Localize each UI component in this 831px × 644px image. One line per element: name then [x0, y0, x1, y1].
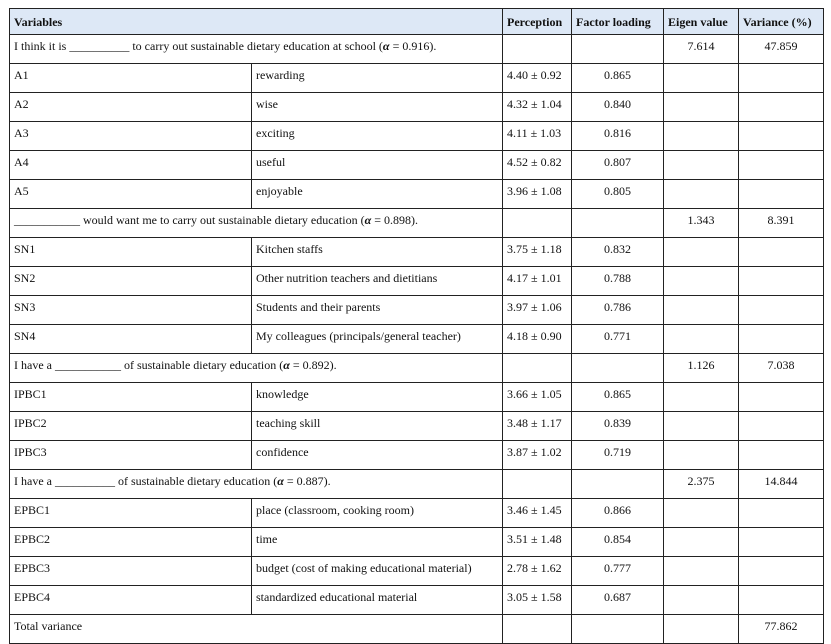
- header-factor-loading: Factor loading: [572, 9, 664, 35]
- factor-loading-value: 0.777: [572, 557, 664, 586]
- table-row: [10, 412, 824, 441]
- header-eigen-value: Eigen value: [664, 9, 739, 35]
- item-label: standardized educational material: [252, 586, 503, 615]
- group-statement: [10, 470, 503, 499]
- item-label: Other nutrition teachers and dietitians: [252, 267, 503, 296]
- item-code: SN3: [10, 296, 252, 325]
- variance-cell: [739, 441, 824, 470]
- perception-value: 4.11 ± 1.03: [503, 122, 572, 151]
- item-code: SN2: [10, 267, 252, 296]
- group-statement: [10, 209, 503, 238]
- perception-cell: [503, 470, 572, 499]
- eigen-value-cell: [664, 441, 739, 470]
- variance-cell: [739, 238, 824, 267]
- table-row: [10, 180, 824, 209]
- alpha-symbol: α: [283, 358, 290, 372]
- perception-value: 4.52 ± 0.82: [503, 151, 572, 180]
- statement-text: I think it is __________ to carry out sustainable dietary education at school (: [14, 39, 383, 53]
- table-row: [10, 528, 824, 557]
- factor-loading-value: 0.816: [572, 122, 664, 151]
- perception-value: 2.78 ± 1.62: [503, 557, 572, 586]
- factor-loading-value: 0.865: [572, 64, 664, 93]
- variance-cell: [739, 383, 824, 412]
- table-row: [10, 93, 824, 122]
- perception-value: 3.51 ± 1.48: [503, 528, 572, 557]
- table-row: [10, 238, 824, 267]
- total-variance-value: 77.862: [739, 615, 824, 644]
- header-row: [10, 9, 824, 35]
- perception-value: 3.46 ± 1.45: [503, 499, 572, 528]
- item-code: A3: [10, 122, 252, 151]
- factor-loading-value: 0.832: [572, 238, 664, 267]
- item-code: EPBC1: [10, 499, 252, 528]
- item-code: A2: [10, 93, 252, 122]
- variance-cell: [739, 267, 824, 296]
- variance-cell: [739, 64, 824, 93]
- factor-loading-cell: [572, 354, 664, 383]
- eigen-value-cell: [664, 93, 739, 122]
- perception-cell: [503, 615, 572, 644]
- header-variance: Variance (%): [739, 9, 824, 35]
- variance-cell: [739, 180, 824, 209]
- group-header-row: [10, 35, 824, 64]
- item-label: place (classroom, cooking room): [252, 499, 503, 528]
- factor-loading-value: 0.839: [572, 412, 664, 441]
- item-label: time: [252, 528, 503, 557]
- perception-value: 3.87 ± 1.02: [503, 441, 572, 470]
- eigen-value-cell: [664, 238, 739, 267]
- item-code: SN1: [10, 238, 252, 267]
- item-label: My colleagues (principals/general teacher): [252, 325, 503, 354]
- eigen-value-cell: [664, 64, 739, 93]
- statement-text: I have a __________ of sustainable dietary education (: [14, 474, 278, 488]
- factor-loading-cell: [572, 35, 664, 64]
- item-code: EPBC4: [10, 586, 252, 615]
- item-code: SN4: [10, 325, 252, 354]
- table-row: [10, 151, 824, 180]
- eigen-value-cell: [664, 383, 739, 412]
- item-label: Students and their parents: [252, 296, 503, 325]
- variance-cell: [739, 499, 824, 528]
- eigen-value-cell: [664, 499, 739, 528]
- table-row: [10, 267, 824, 296]
- alpha-symbol: α: [364, 213, 372, 227]
- table-row: [10, 296, 824, 325]
- variance-cell: [739, 296, 824, 325]
- total-variance-label: Total variance: [10, 615, 503, 644]
- alpha-value: = 0.887).: [283, 474, 331, 488]
- table-row: [10, 557, 824, 586]
- statement-text: I have a ___________ of sustainable dietary education (: [14, 358, 284, 372]
- item-label: budget (cost of making educational material): [252, 557, 503, 586]
- perception-value: 4.32 ± 1.04: [503, 93, 572, 122]
- header-perception: Perception: [503, 9, 572, 35]
- alpha-symbol: α: [382, 39, 390, 53]
- group-header-row: [10, 354, 824, 383]
- eigen-value-cell: 1.343: [664, 209, 739, 238]
- perception-value: 3.05 ± 1.58: [503, 586, 572, 615]
- item-label: exciting: [252, 122, 503, 151]
- alpha-value: = 0.898).: [371, 213, 418, 227]
- eigen-value-cell: [664, 151, 739, 180]
- perception-value: 3.97 ± 1.06: [503, 296, 572, 325]
- group-header-row: [10, 209, 824, 238]
- table-row: [10, 325, 824, 354]
- factor-loading-value: 0.786: [572, 296, 664, 325]
- perception-value: 4.17 ± 1.01: [503, 267, 572, 296]
- table-row: [10, 441, 824, 470]
- factor-loading-value: 0.866: [572, 499, 664, 528]
- eigen-value-cell: [664, 180, 739, 209]
- variance-cell: [739, 93, 824, 122]
- table-row: [10, 499, 824, 528]
- group-header-row: [10, 470, 824, 499]
- table-body: [10, 35, 824, 644]
- variance-cell: [739, 557, 824, 586]
- perception-value: 4.18 ± 0.90: [503, 325, 572, 354]
- eigen-value-cell: [664, 296, 739, 325]
- variance-cell: 47.859: [739, 35, 824, 64]
- alpha-symbol: α: [277, 474, 284, 488]
- item-code: IPBC3: [10, 441, 252, 470]
- factor-loading-value: 0.840: [572, 93, 664, 122]
- variance-cell: 7.038: [739, 354, 824, 383]
- total-variance-row: [10, 615, 824, 644]
- alpha-value: = 0.916).: [389, 39, 437, 53]
- perception-cell: [503, 354, 572, 383]
- eigen-value-cell: [664, 412, 739, 441]
- eigen-value-cell: [664, 557, 739, 586]
- perception-value: 3.48 ± 1.17: [503, 412, 572, 441]
- perception-value: 4.40 ± 0.92: [503, 64, 572, 93]
- header-variables: Variables: [10, 9, 503, 35]
- item-label: teaching skill: [252, 412, 503, 441]
- item-label: Kitchen staffs: [252, 238, 503, 267]
- item-label: confidence: [252, 441, 503, 470]
- item-label: enjoyable: [252, 180, 503, 209]
- factor-loading-value: 0.854: [572, 528, 664, 557]
- table-row: [10, 122, 824, 151]
- variance-cell: [739, 412, 824, 441]
- item-code: A4: [10, 151, 252, 180]
- factor-loading-cell: [572, 615, 664, 644]
- factor-loading-value: 0.865: [572, 383, 664, 412]
- item-label: wise: [252, 93, 503, 122]
- variance-cell: 8.391: [739, 209, 824, 238]
- variance-cell: [739, 325, 824, 354]
- alpha-value: = 0.892).: [289, 358, 337, 372]
- item-label: rewarding: [252, 64, 503, 93]
- group-statement: [10, 35, 503, 64]
- perception-cell: [503, 209, 572, 238]
- item-label: knowledge: [252, 383, 503, 412]
- item-code: EPBC3: [10, 557, 252, 586]
- perception-cell: [503, 35, 572, 64]
- table-row: [10, 64, 824, 93]
- item-code: EPBC2: [10, 528, 252, 557]
- factor-loading-value: 0.788: [572, 267, 664, 296]
- item-code: A5: [10, 180, 252, 209]
- eigen-value-cell: [664, 528, 739, 557]
- variance-cell: [739, 528, 824, 557]
- variance-cell: [739, 122, 824, 151]
- factor-loading-value: 0.807: [572, 151, 664, 180]
- eigen-value-cell: [664, 267, 739, 296]
- eigen-value-cell: [664, 615, 739, 644]
- item-code: IPBC2: [10, 412, 252, 441]
- factor-loading-value: 0.771: [572, 325, 664, 354]
- item-code: A1: [10, 64, 252, 93]
- eigen-value-cell: [664, 325, 739, 354]
- eigen-value-cell: 2.375: [664, 470, 739, 499]
- item-code: IPBC1: [10, 383, 252, 412]
- perception-value: 3.96 ± 1.08: [503, 180, 572, 209]
- eigen-value-cell: [664, 122, 739, 151]
- eigen-value-cell: 1.126: [664, 354, 739, 383]
- factor-loading-value: 0.805: [572, 180, 664, 209]
- statement-text: ___________ would want me to carry out sustainable dietary education (: [14, 213, 365, 227]
- variance-cell: 14.844: [739, 470, 824, 499]
- factor-loading-value: 0.719: [572, 441, 664, 470]
- factor-analysis-table: [9, 8, 824, 644]
- eigen-value-cell: 7.614: [664, 35, 739, 64]
- factor-loading-cell: [572, 209, 664, 238]
- factor-loading-cell: [572, 470, 664, 499]
- item-label: useful: [252, 151, 503, 180]
- factor-loading-value: 0.687: [572, 586, 664, 615]
- perception-value: 3.66 ± 1.05: [503, 383, 572, 412]
- table-row: [10, 383, 824, 412]
- perception-value: 3.75 ± 1.18: [503, 238, 572, 267]
- group-statement: [10, 354, 503, 383]
- variance-cell: [739, 151, 824, 180]
